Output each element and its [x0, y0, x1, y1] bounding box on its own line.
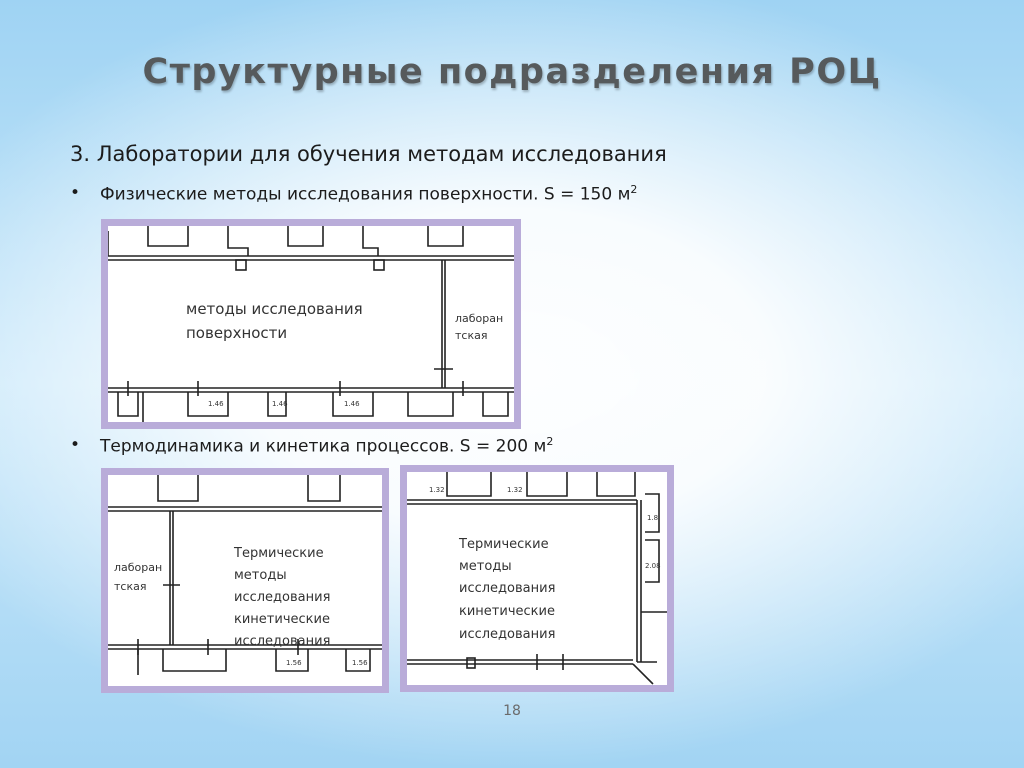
room-label-line4: кинетические	[459, 604, 555, 619]
plan-tag: 1.46	[208, 400, 224, 408]
floor-plan-thermo-right	[400, 465, 674, 692]
room-label-line1: методы исследования	[186, 300, 363, 318]
bullet-marker: •	[70, 435, 81, 455]
bullet-surface-methods	[70, 183, 637, 205]
bullet-text: Термодинамика и кинетика процессов. S = 200 $м^2$	[100, 435, 554, 457]
section-heading: 3. Лаборатории для обучения методам исследования	[70, 142, 667, 166]
room-label-line2: методы	[234, 568, 287, 583]
floor-plan-thermo-left	[101, 468, 389, 693]
floor-plan-drawing	[108, 475, 382, 686]
plan-tag: 1.32	[429, 486, 445, 494]
room-label-line3: исследования	[234, 590, 331, 605]
plan-tag: 1.46	[344, 400, 360, 408]
plan-tag: 1.8	[647, 514, 659, 522]
floor-plan-drawing	[407, 472, 667, 685]
plan-tag: 1.56	[286, 659, 302, 667]
plan-tag: 1.56	[352, 659, 368, 667]
slide-title: Структурные подразделения РОЦ	[142, 52, 882, 92]
bullet-text: Физические методы исследования поверхности. S = 150 $м^2$	[100, 183, 638, 205]
plan-tag: 1.46	[272, 400, 288, 408]
plan-tag: 2.08	[645, 562, 661, 570]
room-label-line1: Термические	[234, 546, 324, 561]
room-label-line1: Термические	[459, 537, 549, 552]
floor-plan-surface-lab	[101, 219, 521, 429]
page-number: 18	[503, 703, 521, 719]
room-label-line2: поверхности	[186, 324, 288, 342]
floor-plan-drawing	[108, 226, 514, 422]
room-label-line3: исследования	[459, 581, 556, 596]
bullet-marker: •	[70, 183, 81, 203]
bullet-thermo-kinetics	[70, 435, 553, 457]
room-label-line5: исследования	[459, 627, 556, 642]
room-label-line5: исследования	[234, 634, 331, 649]
plan-tag: 1.32	[507, 486, 523, 494]
room-label-line4: кинетические	[234, 612, 330, 627]
lab-label-line1: лаборан	[114, 561, 163, 574]
lab-label-line1: лаборан	[455, 312, 504, 325]
lab-label-line2: тская	[455, 329, 488, 342]
room-label-line2: методы	[459, 559, 512, 574]
lab-label-line2: тская	[114, 580, 147, 593]
